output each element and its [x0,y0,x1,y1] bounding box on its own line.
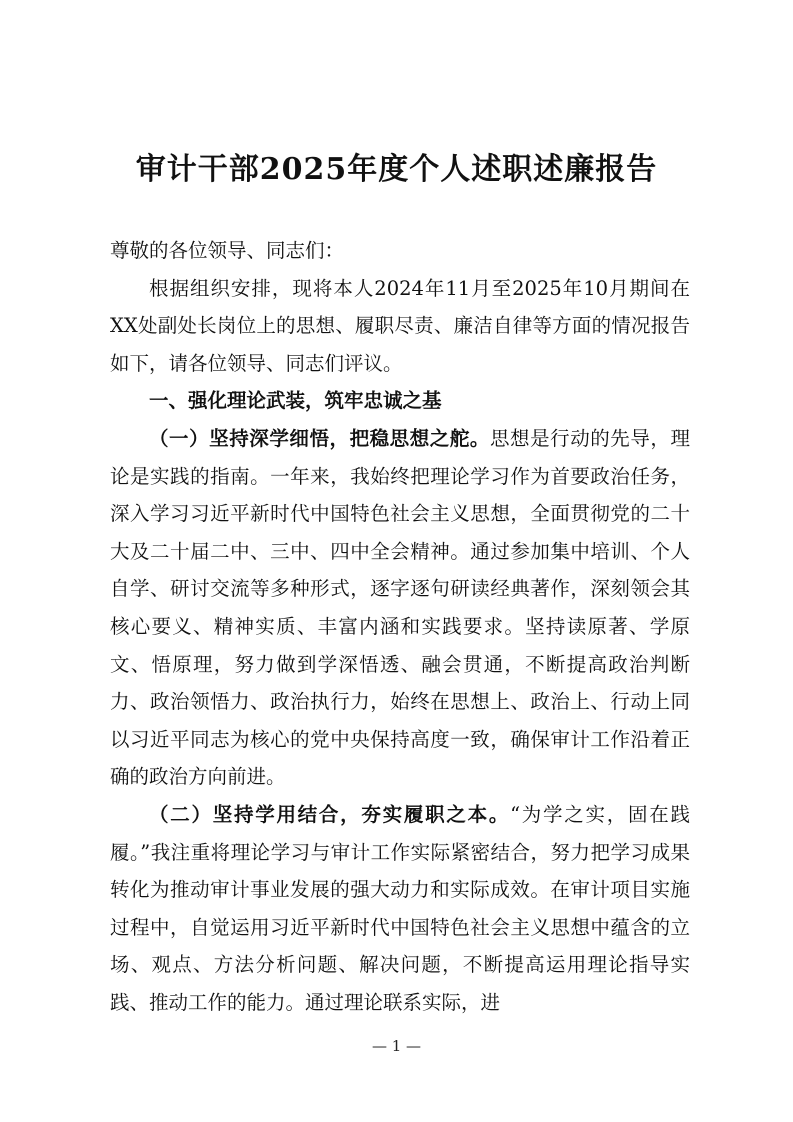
paragraph-item-1 [110,420,690,796]
item-2-lead: （二）坚持学用结合，夯实履职之本。 [149,802,511,826]
salutation: 尊敬的各位领导、同志们： [110,239,345,262]
section-heading-1: 一、强化理论武装，筑牢忠诚之基 [149,389,442,413]
document-title: 审计干部2025年度个人述职述廉报告 [135,152,658,187]
item-1-lead: （一）坚持深学细悟，把稳思想之舵。 [149,426,490,450]
document-body [110,232,690,1021]
item-2-body: “为学之实，固在践履。”我注重将理论学习与审计工作实际紧密结合，努力把学习成果转化为推动审计事业发展的强大动力和实际成效。在审计项目实施过程中，自觉运用习近平新时代中国特色社会主义思想中蕴含的立场、观点、方法分析问题、解决问题，不断提高运用理论指导实践、推动工作的能力。通过理论联系实际，进 [110,802,690,1014]
intro-paragraph: 根据组织安排，现将本人2024年11月至2025年10月期间在XX处副处长岗位上的思想、履职尽责、廉洁自律等方面的情况报告如下，请各位领导、同志们评议。 [110,276,690,375]
page-number: — 1 — [371,1037,422,1055]
item-1-body: 思想是行动的先导，理论是实践的指南。一年来，我始终把理论学习作为首要政治任务，深入学习习近平新时代中国特色社会主义思想，全面贯彻党的二十大及二十届二中、三中、四中全会精神。通过参加集中培训、个人自学、研讨交流等多种形式，逐字逐句研读经典著作，深刻领会其核心要义、精神实质、丰富内涵和实践要求。坚持读原著、学原文、悟原理，努力做到学深悟透、融会贯通，不断提高政治判断力、政治领悟力、政治执行力，始终在思想上、政治上、行动上同以习近平同志为核心的党中央保持高度一致，确保审计工作沿着正确的政治方向前进。 [110,426,690,789]
paragraph-item-2 [110,796,690,1022]
